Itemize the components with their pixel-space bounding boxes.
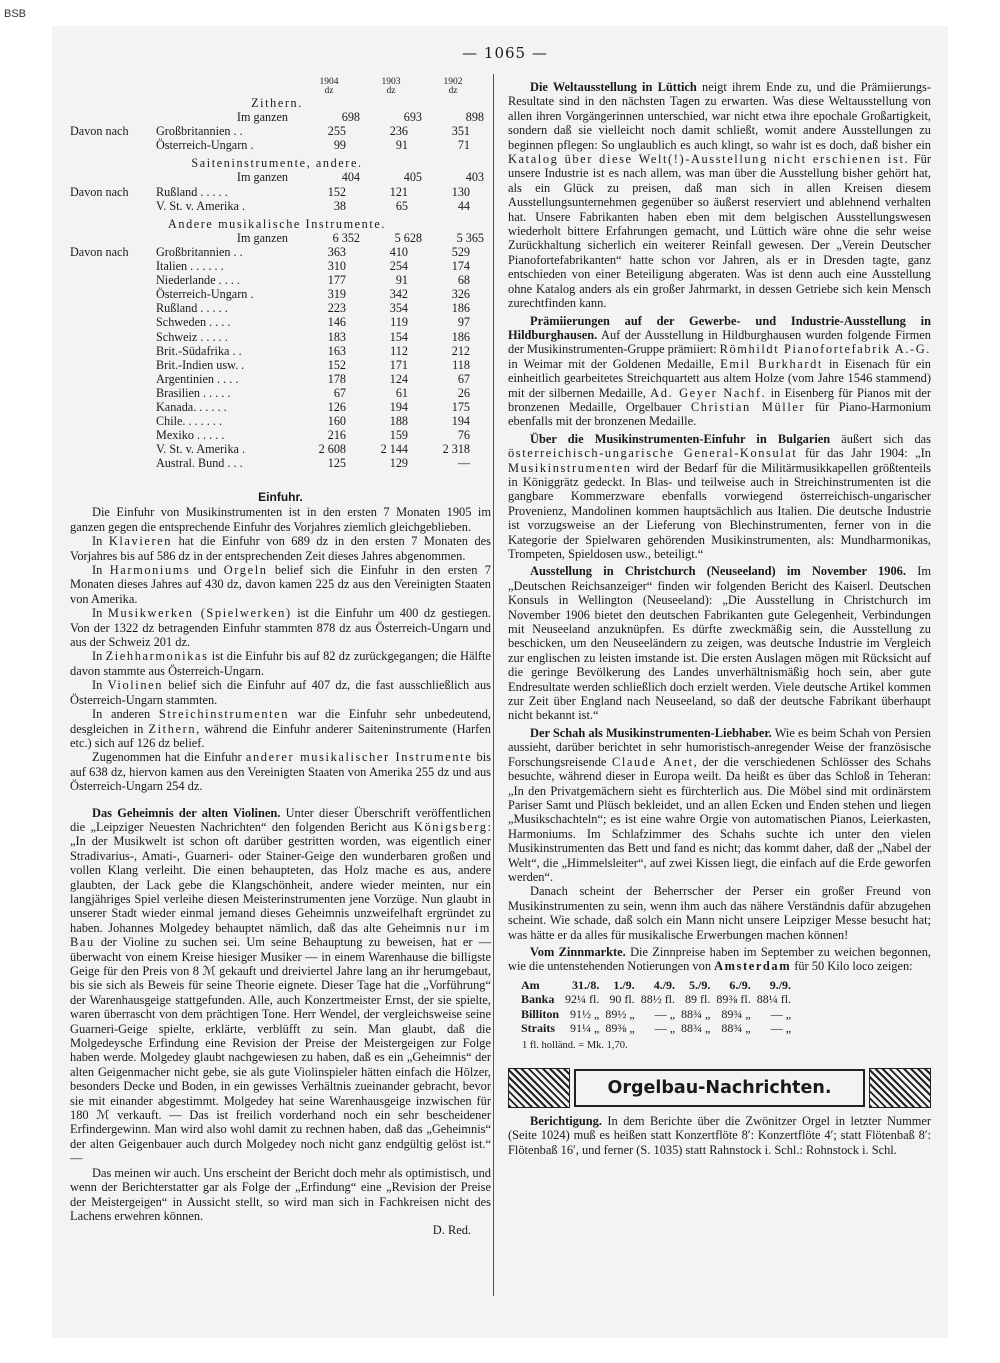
zinn-header-cell: 6./9. [729, 977, 751, 992]
country-label: Mexiko . . . . . [156, 428, 225, 443]
zinn-value: 89⅜ fl. [716, 992, 751, 1007]
country-label: Großbritannien . . [156, 244, 243, 259]
country-label: Schweiz . . . . . [156, 329, 228, 344]
value-cell: 405 [403, 170, 422, 185]
value-cell: 118 [452, 357, 470, 372]
signature: D. Red. [432, 1223, 471, 1238]
total-row [70, 170, 484, 184]
table-row [70, 185, 484, 199]
table-row [70, 273, 484, 287]
value-cell: 186 [451, 301, 470, 316]
country-label: Kanada. . . . . . [156, 399, 227, 414]
table-cell [156, 78, 298, 87]
article-praemiierungen: Prämiierungen auf der Gewerbe- und Industrie-Ausstellung in Hildburghausen. Auf der Ausstellung in Hildburghausen wurden folgende Firmen der Musikinstrumenten-Gruppe prämiiert: Römhildt Pianofortefabrik A.-G. in Weimar mit der Goldenen Medaille, Emil Burkhardt in Eisenach für ein einheitlich gearbeitetes Streichquartett aus altem Holze (vom Jahre 1546 stammend) mit der silbernen Medaille, Ad. Geyer Nachf. in Eisenberg für Pianos mit der bronzenen Medaille, Orgelbauer Christian Müller für Piano-Harmonium ebenfalls mit der bronzenen Medaille. [508, 313, 931, 429]
zinn-value: 92¼ fl. [565, 992, 600, 1007]
zinn-header-cell: Am [521, 977, 540, 992]
country-label: Schweden . . . . [156, 315, 231, 330]
country-label: Österreich-Ungarn . [156, 138, 254, 153]
value-cell: 91 [395, 138, 408, 153]
country-label: Großbritannien . . [156, 124, 243, 139]
zinn-value: — „ [770, 1006, 792, 1021]
value-cell: 254 [389, 259, 408, 274]
value-cell: 5 628 [394, 230, 422, 245]
table-row [70, 442, 484, 456]
value-cell: 163 [327, 343, 346, 358]
value-cell: 354 [389, 301, 408, 316]
zinn-header-row [518, 978, 794, 992]
value-cell: 44 [457, 198, 470, 213]
table-row [70, 245, 484, 259]
value-cell: 898 [465, 110, 484, 125]
banner-title: Orgelbau-Nachrichten. [574, 1069, 865, 1107]
zinn-row [518, 992, 794, 1006]
row-prefix [70, 259, 156, 273]
value-cell: 212 [451, 343, 470, 358]
paragraph: In Klavieren hat die Einfuhr von 689 dz in den ersten 7 Monaten des Vorjahres bis auf 586 dz in der entsprechenden Zeit dieses Jahres abgenommen. [70, 534, 491, 563]
zinn-value: 88¾ „ [681, 1021, 711, 1035]
total-label: Im ganzen [236, 230, 288, 245]
article-zinnmarkt: Vom Zinnmarkte. Die Zinnpreise haben im September zu weichen begonnen, wie die untenstehenden Notierungen von Amsterdam für 50 Kilo loco zeigen: [508, 944, 932, 974]
value-cell: 310 [327, 259, 346, 274]
value-cell: 255 [327, 124, 346, 139]
value-cell: 112 [390, 343, 408, 358]
table-row [70, 428, 484, 442]
unit-header: dz [324, 86, 334, 96]
corner-mark: BSB [4, 8, 27, 20]
row-prefix: Davon nach [70, 124, 129, 139]
paragraph: In anderen Streichinstrumenten war die Einfuhr sehr unbedeutend, desgleichen in Zithern, während die Einfuhr anderer Saiteninstrumente (Harfen etc.) sich auf 126 dz belief. [70, 707, 491, 750]
row-prefix [70, 344, 156, 358]
table-row [70, 199, 484, 213]
row-prefix [70, 400, 156, 414]
value-cell: 188 [389, 414, 408, 429]
country-label: Chile. . . . . . . [156, 414, 223, 429]
value-cell: 236 [389, 124, 408, 139]
value-cell: 194 [451, 414, 470, 429]
table-row [70, 330, 484, 344]
country-label: Niederlande . . . . [156, 273, 240, 288]
row-prefix: Davon nach [70, 244, 129, 259]
table-row [70, 386, 484, 400]
year-header: 1904 [319, 77, 339, 87]
zinn-label: Straits [521, 1021, 555, 1035]
table-cell [70, 87, 156, 96]
zinn-price-table [518, 978, 794, 1036]
row-prefix [70, 315, 156, 329]
value-cell: 26 [457, 385, 470, 400]
value-cell: 152 [327, 357, 346, 372]
country-label: Brit.-Indien usw. . [156, 357, 245, 372]
zinn-value: 90 fl. [609, 992, 635, 1007]
zinn-value: 89 fl. [685, 992, 711, 1007]
country-label: Brasilien . . . . . [156, 385, 231, 400]
article-geheimnis: Das Geheimnis der alten Violinen. Unter dieser Überschrift veröffentlichen die „Leipziger Neuesten Nachrichten“ den folgenden Bericht aus Königsberg: „In der Musikwelt ist schon oft darüber gestritten worden, was eigentlich einer Stradivarius-, Amati-, Guarneri- oder Stainer-Geige den wunderbaren großen und vollen Klang verleiht. Die einen behaupteten, das Holz mache es aus, andere glaubten, der Lack gebe die Klangschönheit, andere wieder meinten, nur ein langjähriges Spiel verleihe diesen Meisterinstrumenten jene Vorzüge. Nun glaubt in unserer Stadt wieder einmal jemand dieses Geheimnis unzweifelhaft ergründet zu haben. Johannes Molgedey behauptet nämlich, daß das alte Geheimnis nur im Bau der Violine zu suchen sei. Um seine Behauptung zu beweisen, hat er — überwacht von einem Kreise hiesiger Musiker — in einem Warenhause die billigste Geige für den Preis von 8 ℳ gekauft und dreiviertel Jahre lang an ihr herumgebaut, bis sie sich als Beweis für seine Theorie eignete. Dieser Tage hat die „Vorführung“ der Warenhausgeige stattgefunden. Alle, auch Konzertmeister Ernst, der sie spielte, waren überrascht von dem prächtigen Tone. Herr Wendel, der vergleichsweise seine Guarneri-Geige spielte, erklärte, verblüfft zu sein. Man glaubt, daß die Molgedeysche Erfindung eine Revision der Preise der Meistergeigen zur Folge haben werde. Molgedey glaubt nachgewiesen zu haben, daß es ein „Geheimnis“ der alten Geigenmacher nicht gebe, sie als gute Violinspieler hätten einfach die Hölzer, besonders Decke und Boden, in ein gewisses Verhältnis zueinander gebracht, bevor sie mit einander abgestimmt. Molgedey hat seine Warenhausgeige inzwischen für 180 ℳ verkauft. — Das ist freilich vorderhand noch ein sehr bescheidener Erfindergewinn. Man wird also wohl damit zu rechnen haben, daß das „Geheimnis“ der alten Geigenbauer auch durch Molgedey noch nicht ganz endgültig gelöst ist.“ — [70, 805, 491, 1166]
value-cell: 125 [327, 456, 346, 471]
value-cell: 68 [457, 273, 470, 288]
year-header: 1903 [381, 77, 401, 87]
value-cell: 160 [327, 414, 346, 429]
value-cell: 404 [341, 170, 360, 185]
table-cell [70, 231, 156, 245]
row-prefix [70, 456, 156, 470]
zinn-header-cell: 4./9. [653, 977, 676, 992]
left-column [70, 490, 491, 1238]
table-cell [70, 110, 156, 124]
article-bulgarien: Über die Musikinstrumenten-Einfuhr in Bulgarien äußert sich das österreichisch-ungarische General-Konsulat für das Jahr 1904: „In Musikinstrumenten wird der Bedarf für die Militärmusikkapellen größtenteils in Königgrätz gedeckt. In Blas- und teilweise auch in Streichinstrumenten ist die gangbare Kommerzware ebenfalls vorwiegend österreichisch-ungarischer Provenienz, Mandolinen kommen hauptsächlich aus Italien. Die deutsche Industrie ist vorzugsweise an der Lieferung von Blechinstrumenten, ferner von in die Kategorie der Spielwaren gehörenden Musikinstrumenten, als: Mundharmonikas, Trompeten, Spieldosen usw., beteiligt.“ [508, 431, 932, 561]
zinn-note: 1 fl. holländ. = Mk. 1,70. [522, 1040, 628, 1052]
zinn-value: — „ [770, 1021, 792, 1035]
country-label: V. St. v. Amerika . [156, 442, 246, 457]
value-cell: 178 [327, 371, 346, 386]
value-cell: — [457, 456, 470, 471]
zinn-value: 89½ „ [605, 1006, 635, 1021]
zinn-value: — „ [654, 1021, 676, 1035]
paragraph: In Harmoniums und Orgeln belief sich die Einfuhr in den ersten 7 Monaten dieses Jahres auf 430 dz, davon kamen 225 dz aus den Vereinigten Staaten von Amerika. [70, 563, 492, 606]
table-cell [70, 78, 156, 87]
value-cell: 146 [327, 315, 346, 330]
zinn-row [518, 1007, 794, 1021]
value-cell: 152 [327, 184, 346, 199]
zinn-value: 89⅜ „ [605, 1021, 635, 1035]
zinn-value: 88½ fl. [640, 992, 676, 1007]
value-cell: 2 318 [442, 442, 470, 457]
table-row [70, 138, 484, 152]
table-cell [156, 87, 298, 96]
row-prefix [70, 287, 156, 301]
page-number: — 1065 — [462, 44, 548, 62]
country-label: Rußland . . . . . [156, 301, 228, 316]
country-label: Italien . . . . . . [156, 259, 224, 274]
row-prefix [70, 358, 156, 372]
value-cell: 67 [333, 385, 346, 400]
zinn-value: 89¾ „ [721, 1006, 751, 1021]
table-row [70, 372, 484, 386]
value-cell: 351 [451, 124, 470, 139]
value-cell: 529 [451, 244, 470, 259]
article-berichtigung: Berichtigung. In dem Berichte über die Zwönitzer Orgel in letzter Nummer (Seite 1024) muß es heißen statt Konzertflöte 8′: Konzertflöte 4′; statt Flötenbaß 8′: Flötenbaß 16′, und ferner (S. 1035) statt Rahnstock i. Schl.: Rohnstock i. Schl. [508, 1113, 931, 1157]
value-cell: 154 [389, 329, 408, 344]
country-label: Rußland . . . . . [156, 184, 228, 199]
zinn-value: — „ [654, 1006, 676, 1021]
year-header: 1902 [443, 77, 463, 87]
country-label: Austral. Bund . . . [156, 456, 243, 471]
paragraph: In Violinen belief sich die Einfuhr auf 407 dz, die fast ausschließlich aus Österreich-Ungarn stammten. [70, 678, 491, 707]
table-row [70, 259, 484, 273]
total-label: Im ganzen [236, 110, 288, 125]
row-prefix [70, 386, 156, 400]
zinn-label: Billiton [521, 1006, 560, 1021]
value-cell: 175 [451, 399, 470, 414]
value-cell: 2 608 [318, 442, 346, 457]
value-cell: 99 [333, 138, 346, 153]
table-row [70, 414, 484, 428]
table-row [70, 344, 484, 358]
category-title: Zithern. [251, 96, 303, 110]
table-row [70, 301, 484, 315]
zinn-value: 91½ „ [570, 1006, 600, 1021]
unit-header: dz [448, 86, 458, 96]
value-cell: 186 [451, 329, 470, 344]
article-christchurch: Ausstellung in Christchurch (Neuseeland) im November 1906. Im „Deutschen Reichsanzeiger“ finden wir folgenden Bericht des Kaiserl. Deutschen Konsuls in Wellington (Neuseeland): „Die Ausstellung in Christchurch im November 1906 bietet den deutschen Fabrikanten gute Gelegenheit, Verbindungen mit Neuseeland anzuknüpfen. Es dürfte zweckmäßig sein, die Ausstellung zu beschicken, um den Neuseeländern zu zeigen, was deutsche Industrie im Vergleich zur englischen zu leisten imstande ist. Die ersten Auslagen mögen mit Rücksicht auf die geringe Bevölkerung des Landes unverhältnismäßig hoch sein, aber gute Endresultate werden schließlich doch erzielt werden. Viele deutsche Artikel kommen zur Zeit über England nach Neuseeland, so daß der deutsche Fabrikant überhaupt nicht bekannt ist.“ [508, 564, 931, 723]
table-unit-row [70, 87, 484, 96]
ornament-right [869, 1068, 931, 1108]
paragraph: Zugenommen hat die Einfuhr anderer musikalischer Instrumente bis auf 638 dz, hiervon kamen aus den Vereinigten Staaten von Amerika 255 dz und aus Österreich-Ungarn 254 dz. [70, 750, 492, 794]
row-prefix [70, 414, 156, 428]
value-cell: 38 [333, 198, 346, 213]
paragraph: Die Einfuhr von Musikinstrumenten ist in den ersten 7 Monaten 1905 im ganzen gegen die entsprechende Einfuhr des Vorjahres ziemlich gleichgeblieben. [70, 505, 491, 534]
zinn-value: 91¼ „ [570, 1021, 600, 1035]
value-cell: 67 [457, 371, 470, 386]
row-prefix [70, 138, 156, 152]
total-label: Im ganzen [236, 170, 288, 185]
column-divider [493, 74, 494, 1296]
zinn-header-cell: 1./9. [613, 977, 635, 992]
value-cell: 97 [457, 315, 470, 330]
zinn-header-cell: 5./9. [689, 977, 711, 992]
value-cell: 194 [389, 399, 408, 414]
value-cell: 61 [395, 385, 408, 400]
value-cell: 216 [327, 428, 346, 443]
category-row [70, 152, 484, 170]
value-cell: 76 [457, 428, 470, 443]
value-cell: 698 [341, 110, 360, 125]
value-cell: 91 [395, 273, 408, 288]
category-row [70, 213, 484, 231]
zinn-value: 88¾ „ [681, 1006, 711, 1021]
value-cell: 177 [327, 273, 346, 288]
value-cell: 2 144 [380, 442, 408, 457]
paragraph: Danach scheint der Beherrscher der Perser ein großer Freund von Musikinstrumenten zu sein, wenn ihm auch das nähere Verständnis dafür abzugehen scheint. Wie schade, daß solch ein Mann nicht unsere Leipziger Messe besucht hat; was hätte er da alles für musikalische Erwerbungen machen können! [508, 884, 931, 942]
category-title: Saiteninstrumente, andere. [191, 156, 363, 171]
country-label: Argentinien . . . . [156, 371, 239, 386]
country-label: Österreich-Ungarn . [156, 287, 254, 302]
row-prefix [70, 442, 156, 456]
table-row [70, 124, 484, 138]
paragraph: In Musikwerken (Spielwerken) ist die Einfuhr um 400 dz gestiegen. Von der 1322 dz betragenden Einfuhr stammten 878 dz aus Österreich-Ungarn und aus der Schweiz 201 dz. [70, 606, 491, 650]
row-prefix: Davon nach [70, 184, 129, 199]
table-row [70, 358, 484, 372]
value-cell: 124 [389, 371, 408, 386]
section-banner [508, 1068, 931, 1108]
value-cell: 121 [389, 184, 408, 199]
row-prefix [70, 199, 156, 213]
country-label: Brit.-Südafrika . . [156, 343, 242, 358]
table-header-row [70, 78, 484, 87]
value-cell: 129 [389, 456, 408, 471]
article-weltausstellung: Die Weltausstellung in Lüttich neigt ihrem Ende zu, und die Prämiierungs-Resultate sind in den nächsten Tagen zu erwarten. Was diese Weltausstellung von allen ihren Vorgängerinnen unterschied, war nicht etwa ihre epochale Großartigkeit, sondern daß sie vielleicht noch damit schließt, womit andere Ausstellungen zu beginnen pflegen: So unglaublich es auch klingt, so wahr ist es doch, daß bisher ein Katalog über diese Welt(!)-Ausstellung nicht erschienen ist. Für unsere Industrie ist es nach allem, was man über die Ausstellung bisher gehört hat, als ein Glück zu preisen, daß man sich in allen Kreisen diesem Ausstellungsunternehmen gegenüber so äußerst reserviert und ablehnend verhalten hat. Unsere Fabrikanten haben eben mit dem belgischen Ausstellungswesen wiederholt bittere Erfahrungen gemacht, und Lüttich wäre ohne die sehr weise Zurückhaltung sicherlich ein weiterer Reinfall gewesen. Der „Verein Deutscher Pianofortefabrikanten“ hatte schon vor Jahren, als er in Dresden tagte, ganz entschieden von einer Beteiligung abgeraten. Was ist denn auch eine Ausstellung ohne Katalog anders als ein großer Jahrmarkt, in dessen Getriebe sich kein Mensch zurechtfinden kann. [508, 80, 931, 311]
total-row [70, 110, 484, 124]
table-row [70, 456, 484, 470]
value-cell: 223 [327, 301, 346, 316]
paragraph: Das meinen wir auch. Uns erscheint der Bericht doch mehr als optimistisch, und wenn der Berichterstatter gar als Folge der „Erfindung“ eine „Revision der Preise der Meistergeigen“ in Aussicht stellt, so wird man sich in Fachkreisen nicht des Lachens erwehren können. [70, 1165, 491, 1223]
zinn-header-cell: 9./9. [769, 977, 792, 992]
value-cell: 403 [465, 170, 484, 185]
value-cell: 326 [451, 287, 470, 302]
ornament-left [508, 1068, 570, 1108]
value-cell: 126 [327, 399, 346, 414]
value-cell: 410 [389, 244, 408, 259]
value-cell: 130 [451, 184, 470, 199]
row-prefix [70, 372, 156, 386]
export-table [70, 78, 484, 470]
row-prefix [70, 428, 156, 442]
value-cell: 71 [457, 138, 470, 153]
paragraph: In Ziehharmonikas ist die Einfuhr bis auf 82 dz zurückgegangen; die Hälfte davon stammte aus Österreich-Ungarn. [70, 649, 491, 678]
table-cell [70, 170, 156, 184]
country-label: V. St. v. Amerika . [156, 198, 246, 213]
zinn-row [518, 1021, 794, 1035]
einfuhr-heading: Einfuhr. [258, 490, 303, 504]
value-cell: 342 [389, 287, 408, 302]
table-row [70, 315, 484, 329]
value-cell: 159 [389, 428, 408, 443]
unit-header: dz [386, 86, 396, 96]
article-schah: Der Schah als Musikinstrumenten-Liebhaber. Wie es beim Schah von Persien aussieht, darüber berichtet in sehr humoristisch-anregender Weise der französische Forschungsreisende Claude Anet, der die verschiedenen Schlösser des Schahs besuchte, während dieser in Europa weilt. Da heißt es über das Schloß in Teheran: „In den Privatgemächern sieht es fürchterlich aus. Die Möbel sind mit ordinärstem Pariser Samt und Plüsch bekleidet, und an allen Ecken und Enden stehen und liegen „Musikschachteln“; es ist eine wahre Orgie von automatischen Pianos, Leierkasten, Harmoniums. Im Schlafzimmer des Schahs suchte ich unter den vielen Musikinstrumenten das Bett und fand es nicht; das kommt daher, daß der „Nabel der Welt“, die „Himmelsleiter“, auf zwei Kissen liegt, die einfach auf die Erde geworfen werden“. [508, 725, 932, 884]
value-cell: 65 [395, 198, 408, 213]
value-cell: 693 [403, 110, 422, 125]
value-cell: 171 [389, 357, 408, 372]
table-row [70, 400, 484, 414]
value-cell: 183 [327, 329, 346, 344]
table-row [70, 287, 484, 301]
zinn-label: Banka [521, 992, 555, 1007]
zinn-header-cell: 31./8. [572, 977, 600, 992]
value-cell: 363 [327, 244, 346, 259]
total-row [70, 231, 484, 245]
right-column [508, 80, 931, 1157]
value-cell: 119 [390, 315, 408, 330]
row-prefix [70, 330, 156, 344]
zinn-value: 88¼ fl. [756, 992, 792, 1007]
zinn-value: 88¾ „ [721, 1021, 751, 1035]
category-title: Andere musikalische Instrumente. [167, 216, 387, 231]
value-cell: 5 365 [456, 230, 484, 245]
value-cell: 319 [327, 287, 346, 302]
row-prefix [70, 301, 156, 315]
row-prefix [70, 273, 156, 287]
value-cell: 6 352 [332, 230, 360, 245]
category-row [70, 96, 484, 110]
value-cell: 174 [451, 259, 470, 274]
